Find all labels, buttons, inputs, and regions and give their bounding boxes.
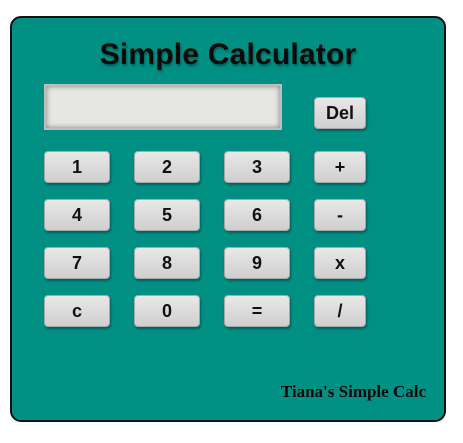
add-button[interactable]: + — [314, 151, 366, 183]
divide-button[interactable]: / — [314, 295, 366, 327]
digit-4-button[interactable]: 4 — [44, 199, 110, 231]
delete-button[interactable]: Del — [314, 97, 366, 129]
footer-credit: Tiana's Simple Calc — [280, 382, 426, 401]
calculator-panel — [10, 16, 446, 422]
digit-6-button[interactable]: 6 — [224, 199, 290, 231]
display-input[interactable] — [44, 84, 282, 130]
multiply-button[interactable]: x — [314, 247, 366, 279]
digit-2-button[interactable]: 2 — [134, 151, 200, 183]
digit-0-button[interactable]: 0 — [134, 295, 200, 327]
clear-button[interactable]: c — [44, 295, 110, 327]
digit-5-button[interactable]: 5 — [134, 199, 200, 231]
digit-1-button[interactable]: 1 — [44, 151, 110, 183]
subtract-button[interactable]: - — [314, 199, 366, 231]
digit-7-button[interactable]: 7 — [44, 247, 110, 279]
page-title: Simple Calculator — [99, 38, 357, 71]
equals-button[interactable]: = — [224, 295, 290, 327]
digit-9-button[interactable]: 9 — [224, 247, 290, 279]
digit-3-button[interactable]: 3 — [224, 151, 290, 183]
digit-8-button[interactable]: 8 — [134, 247, 200, 279]
